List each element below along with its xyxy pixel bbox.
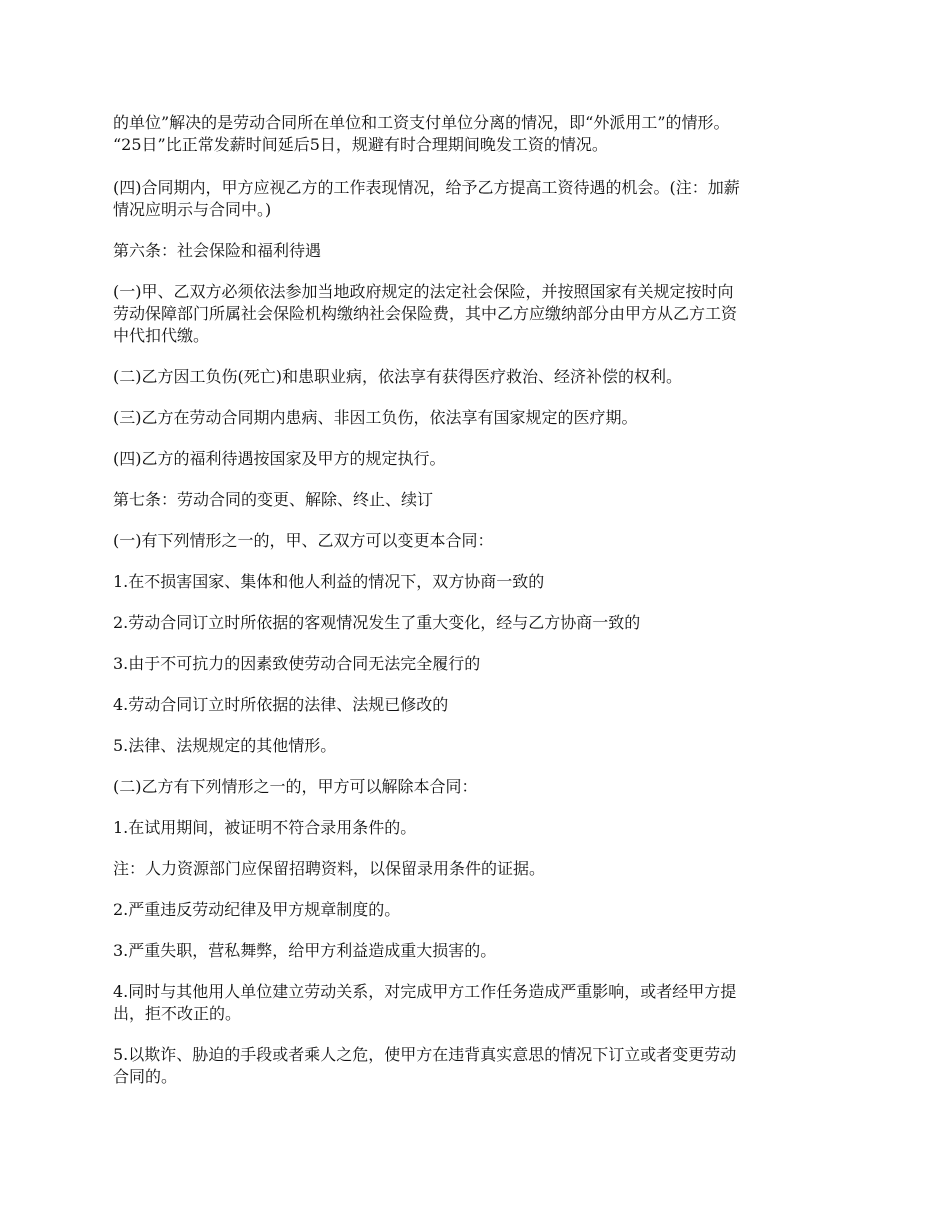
paragraph-line: (二)乙方有下列情形之一的，甲方可以解除本合同： — [113, 777, 478, 796]
paragraph-line: (一)有下列情形之一的，甲、乙双方可以变更本合同： — [113, 531, 494, 550]
paragraph-line: 情况应明示与合同中。) — [113, 200, 272, 219]
paragraph-line: 的单位”解决的是劳动合同所在单位和工资支付单位分离的情况，即“外派用工”的情形。 — [113, 113, 730, 132]
list-item — [113, 817, 841, 839]
list-item — [113, 940, 841, 962]
list-item-text: 3.由于不可抗力的因素致使劳动合同无法完全履行的 — [113, 654, 481, 673]
document-body — [113, 112, 841, 1107]
note-text: 注：人力资源部门应保留招聘资料，以保留录用条件的证据。 — [113, 859, 546, 878]
section-heading — [113, 240, 841, 262]
paragraph — [113, 776, 841, 798]
list-item-text: 1.在不损害国家、集体和他人利益的情况下，双方协商一致的 — [113, 572, 545, 591]
list-item — [113, 612, 841, 634]
section-heading — [113, 489, 841, 511]
paragraph-line: (一)甲、乙双方必须依法参加当地政府规定的法定社会保险，并按照国家有关规定按时向 — [113, 282, 734, 301]
paragraph-line: “25日”比正常发薪时间延后5日，规避有时合理期间晚发工资的情况。 — [113, 135, 608, 154]
paragraph-line: 劳动保障部门所属社会保险机构缴纳社会保险费，其中乙方应缴纳部分由甲方从乙方工资 — [113, 304, 738, 323]
list-item-text: 1.在试用期间，被证明不符合录用条件的。 — [113, 818, 417, 837]
list-item-text: 合同的。 — [113, 1067, 178, 1086]
paragraph-line: (四)合同期内，甲方应视乙方的工作表现情况，给予乙方提高工资待遇的机会。(注：加薪 — [113, 178, 740, 197]
note — [113, 858, 841, 880]
list-item — [113, 899, 841, 921]
list-item-text: 5.以欺诈、胁迫的手段或者乘人之危，使甲方在违背真实意思的情况下订立或者变更劳动 — [113, 1045, 737, 1064]
paragraph — [113, 530, 841, 552]
paragraph — [113, 448, 841, 470]
list-item — [113, 694, 841, 716]
paragraph — [113, 407, 841, 429]
list-item-text: 4.劳动合同订立时所依据的法律、法规已修改的 — [113, 695, 449, 714]
paragraph — [113, 366, 841, 388]
list-item-text: 5.法律、法规规定的其他情形。 — [113, 736, 337, 755]
list-item-text: 3.严重失职，营私舞弊，给甲方利益造成重大损害的。 — [113, 941, 497, 960]
list-item — [113, 653, 841, 675]
section-heading-text: 第七条：劳动合同的变更、解除、终止、续订 — [113, 490, 434, 509]
paragraph-line: 中代扣代缴。 — [113, 326, 210, 345]
paragraph-line: (四)乙方的福利待遇按国家及甲方的规定执行。 — [113, 449, 446, 468]
list-item-text: 4.同时与其他用人单位建立劳动关系，对完成甲方工作任务造成严重影响，或者经甲方提 — [113, 982, 737, 1001]
list-item-text: 2.严重违反劳动纪律及甲方规章制度的。 — [113, 900, 401, 919]
list-item — [113, 571, 841, 593]
paragraph-line: (二)乙方因工负伤(死亡)和患职业病，依法享有获得医疗救治、经济补偿的权利。 — [113, 367, 682, 386]
section-heading-text: 第六条：社会保险和福利待遇 — [113, 241, 322, 260]
list-item — [113, 735, 841, 757]
list-item-text: 出，拒不改正的。 — [113, 1004, 242, 1023]
paragraph — [113, 112, 841, 156]
paragraph — [113, 177, 841, 221]
list-item — [113, 1044, 841, 1088]
paragraph-line: (三)乙方在劳动合同期内患病、非因工负伤，依法享有国家规定的医疗期。 — [113, 408, 638, 427]
list-item — [113, 981, 841, 1025]
paragraph — [113, 281, 841, 347]
list-item-text: 2.劳动合同订立时所依据的客观情况发生了重大变化，经与乙方协商一致的 — [113, 613, 641, 632]
